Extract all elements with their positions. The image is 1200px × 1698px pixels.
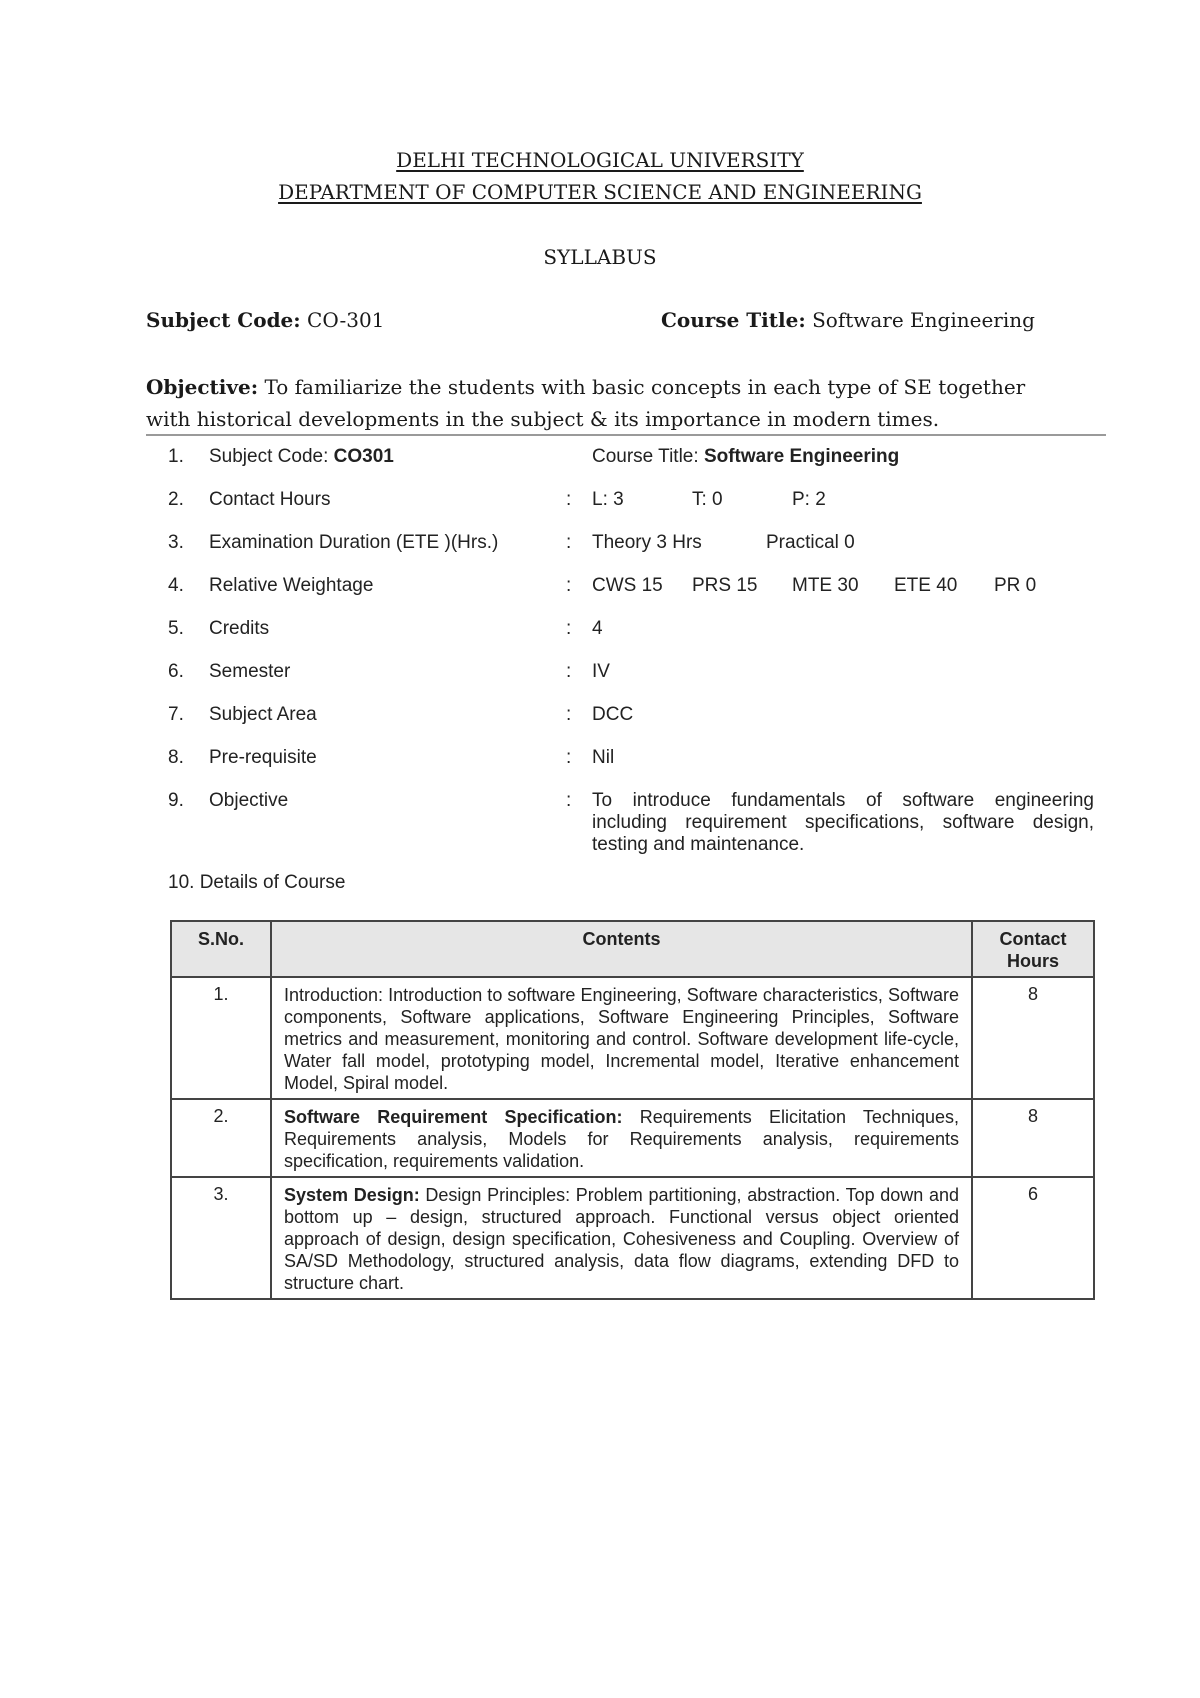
cell-contents: Software Requirement Specification: Requirements Elicitation Techniques, Requirements analysis, Models for Requirements analysis, requirements specification, requirements validation. (271, 1099, 972, 1177)
row-label: Relative Weightage (209, 575, 374, 596)
row-number: 8. (168, 747, 184, 768)
cell-sno: 3. (171, 1177, 271, 1299)
row-label: Subject Area (209, 704, 317, 725)
subject-code-value: CO-301 (307, 308, 385, 332)
row-value: IV (592, 661, 610, 682)
row-colon: : (566, 790, 572, 811)
objective-text: To familiarize the students with basic concepts in each type of SE together with historical developments in the subject & its importance in modern times. (146, 375, 1026, 431)
cell-contents: System Design: Design Principles: Problem partitioning, abstraction. Top down and bottom up – design, structured approach. Functional versus object oriented approach of design, design specification, Cohesiveness and Coupling. Overview of SA/SD Methodology, structured analysis, data flow diagrams, extending DFD to structure chart. (271, 1177, 972, 1299)
table-row (171, 1177, 1094, 1299)
row-colon: : (566, 618, 572, 639)
row-colon: : (566, 747, 572, 768)
cell-sno: 1. (171, 977, 271, 1099)
row-number: 4. (168, 575, 184, 596)
row-number: 2. (168, 489, 184, 510)
cell-sno: 2. (171, 1099, 271, 1177)
cell-hours: 8 (972, 1099, 1094, 1177)
row-value: Theory 3 Hrs Practical 0 (592, 532, 855, 553)
row-label: Credits (209, 618, 270, 639)
row-colon: : (566, 575, 572, 596)
table-row (171, 977, 1094, 1099)
row-value: CWS 15 PRS 15 MTE 30 ETE 40 PR 0 (592, 575, 1037, 596)
document-title: SYLLABUS (543, 245, 657, 269)
course-title-label: Course Title: (661, 308, 806, 332)
row-label: Examination Duration (ETE )(Hrs.) (209, 532, 499, 553)
course-title (661, 308, 1035, 332)
header-contact-hours: Contact Hours (972, 921, 1094, 977)
table-header-row (171, 921, 1094, 977)
row-number: 1. (168, 446, 184, 467)
row-label: Objective (209, 790, 289, 811)
cell-contents: Introduction: Introduction to software Engineering, Software characteristics, Software components, Software applications, Software Engineering Principles, Software metrics and measurement, monitoring and control. Software development life-cycle, Water fall model, prototyping model, Incremental model, Iterative enhancement Model, Spiral model. (271, 977, 972, 1099)
row-value: Course Title: Software Engineering (592, 446, 900, 467)
course-table (170, 920, 1095, 1300)
cell-hours: 6 (972, 1177, 1094, 1299)
objective-label: Objective: (146, 375, 259, 399)
row-colon: : (566, 704, 572, 725)
department-name: DEPARTMENT OF COMPUTER SCIENCE AND ENGINEERING (278, 180, 922, 204)
row-number: 6. (168, 661, 184, 682)
details-heading: 10. Details of Course (168, 872, 346, 893)
row-colon: : (566, 532, 572, 553)
cell-hours: 8 (972, 977, 1094, 1099)
course-title-value: Software Engineering (812, 308, 1035, 332)
row-number: 7. (168, 704, 184, 725)
row-value: L: 3 T: 0 P: 2 (592, 489, 826, 510)
row-colon: : (566, 489, 572, 510)
subject-code (146, 308, 384, 332)
row-value: 4 (592, 618, 603, 639)
header-contents: Contents (271, 921, 972, 977)
row-label: Pre-requisite (209, 747, 317, 768)
divider (146, 434, 1106, 436)
header-sno: S.No. (171, 921, 271, 977)
row-value: DCC (592, 704, 634, 725)
row-value: Nil (592, 747, 615, 768)
row-label: Subject Code: CO301 (209, 446, 394, 467)
university-name: DELHI TECHNOLOGICAL UNIVERSITY (396, 148, 804, 172)
subject-code-label: Subject Code: (146, 308, 301, 332)
row-colon: : (566, 661, 572, 682)
row-value: To introduce fundamentals of software engineering including requirement specifications, software design, testing and maintenance. (592, 790, 1094, 855)
row-number: 9. (168, 790, 184, 811)
row-number: 5. (168, 618, 184, 639)
row-number: 3. (168, 532, 184, 553)
table-row (171, 1099, 1094, 1177)
objective-paragraph (146, 371, 1066, 435)
row-label: Semester (209, 661, 291, 682)
row-label: Contact Hours (209, 489, 331, 510)
